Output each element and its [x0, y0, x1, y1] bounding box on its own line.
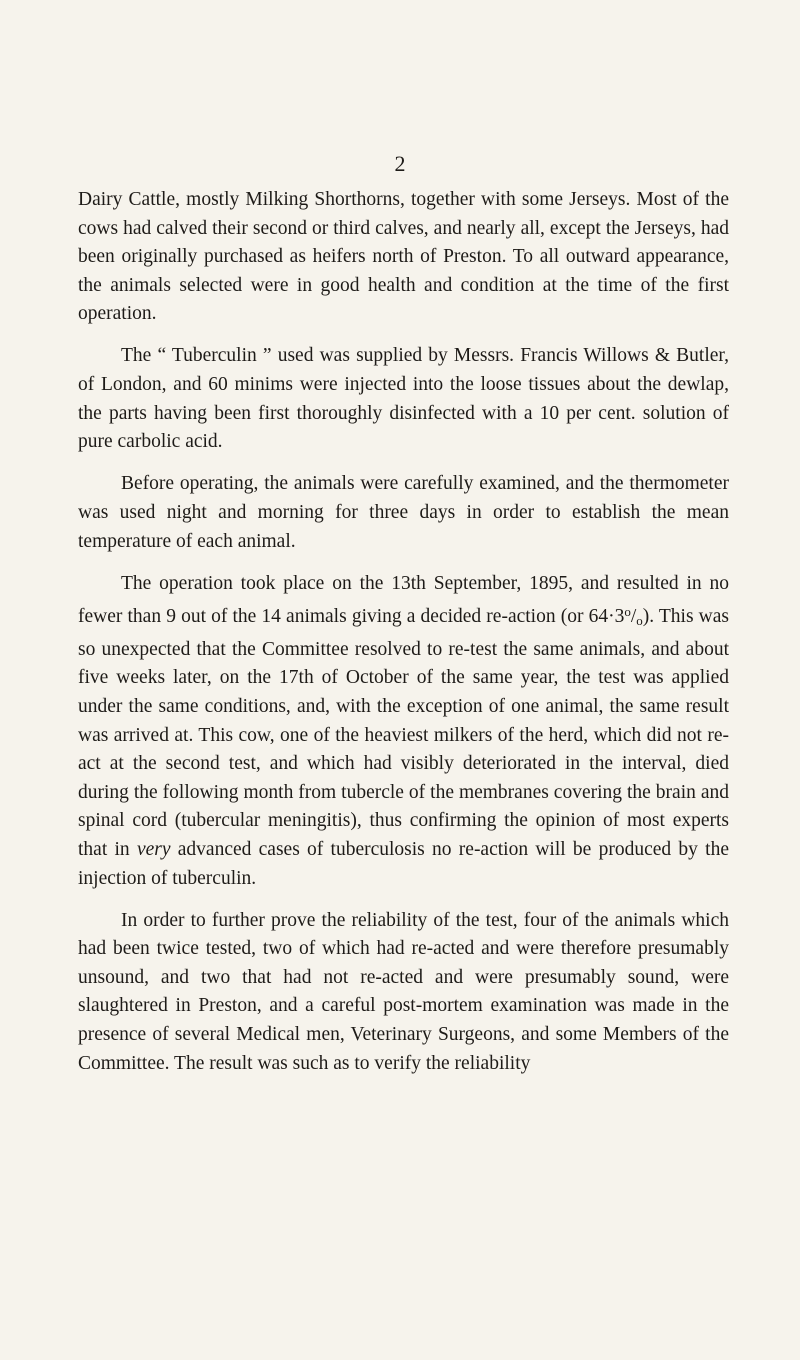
- paragraph-before-operating: Before operating, the animals were carefully examined, and the thermometer was used night and morning for three days in order to establish the mean temperature of each animal.: [78, 473, 729, 552]
- operation-text-part-1: The operation took place on the 13th September, 1895, and resulted in no fewer than 9 out of the 14 animals giving a decided re-action (or 64·3: [78, 572, 729, 628]
- percent-sign-bottom: o: [636, 613, 643, 629]
- paragraph-dairy-cattle: Dairy Cattle, mostly Milking Shorthorns, together with some Jerseys. Most of the cows had calved their second or third calves, and nearly all, except the Jerseys, had been originally purchased as heifers north of Preston. To all outward appearance, the animals selected were in good health and condition at the time of the first operation.: [78, 189, 729, 325]
- paragraph-operation-results: [78, 570, 729, 894]
- paragraph-further-proof: In order to further prove the reliability of the test, four of the animals which had been twice tested, two of which had re-acted and were therefore presumably unsound, and two that had not re-acted and were presumably sound, were slaughtered in Preston, and a careful post-mortem examination was made in the presence of several Medical men, Veterinary Surgeons, and some Members of the Committee. The result was such as to verify the reliability: [78, 909, 729, 1074]
- paragraph-tuberculin-supply: The “ Tuberculin ” used was supplied by Messrs. Francis Willows & Butler, of London, and 60 minims were injected into the loose tissues about the dewlap, the parts having been first thoroughly disinfected with a 10 per cent. solution of pure carbolic acid.: [78, 345, 729, 453]
- percent-sign-top: o: [624, 604, 631, 620]
- operation-text-part-2: ). This was so unexpected that the Committee resolved to re-test the same animals, and about five weeks later, on the 17th of October of the same year, the test was applied under the same conditions, and, with the exception of one animal, the same result was arrived at. This cow, one of the heaviest milkers of the herd, which did not re-act at the second test, and which had visibly deteriorated in the interval, died during the following month from tubercle of the membranes covering the brain and spinal cord (tubercular meningitis), thus confirming the opinion of most experts that in: [78, 606, 730, 860]
- operation-text-part-3: advanced cases of tuberculosis no re-action will be produced by the injection of tuberculin.: [78, 838, 729, 889]
- page-number: 2: [394, 151, 406, 176]
- body-text: [78, 186, 729, 1092]
- emphasis-very: very: [136, 838, 171, 860]
- percent-sign-slash: /: [630, 606, 637, 628]
